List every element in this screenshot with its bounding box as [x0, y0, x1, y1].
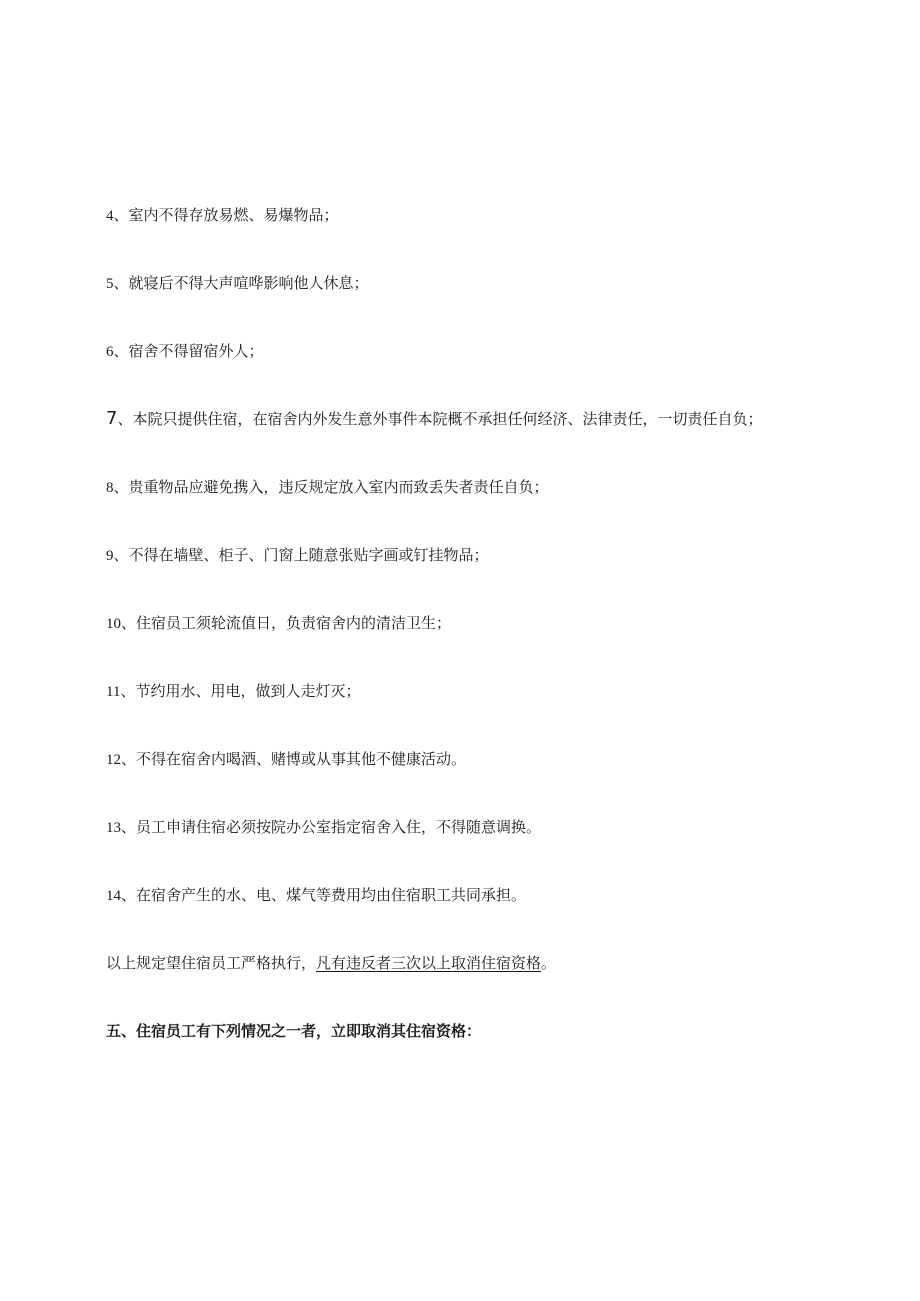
rule-item-14 [106, 881, 886, 949]
rule-item-11 [106, 677, 886, 745]
rule-text: 、宿舍不得留宿外人； [113, 342, 264, 360]
rule-number: 12 [106, 752, 121, 768]
summary-end: 。 [541, 954, 557, 972]
rule-item-5 [106, 269, 886, 337]
rule-item-6 [106, 337, 886, 405]
rule-item-7 [106, 405, 886, 473]
rule-text: 、住宿员工须轮流值日，负责宿舍内的清洁卫生； [121, 614, 452, 632]
rule-text: 、不得在墙壁、柜子、门窗上随意张贴字画或钉挂物品； [113, 546, 489, 564]
rule-text: 、在宿舍产生的水、电、煤气等费用均由住宿职工共同承担。 [121, 886, 527, 904]
rule-number: 10 [106, 616, 121, 632]
rule-text: 、贵重物品应避免携入，违反规定放入室内而致丢失者责任自负； [113, 478, 549, 496]
rule-text: 、员工申请住宿必须按院办公室指定宿舍入住，不得随意调换。 [121, 818, 542, 836]
rules-content [106, 201, 886, 1085]
rule-item-9 [106, 541, 886, 609]
summary-underlined-text: 凡有违反者三次以上取消住宿资格 [316, 954, 542, 972]
rule-item-12 [106, 745, 886, 813]
rule-number: 5 [106, 276, 114, 292]
rule-item-13 [106, 813, 886, 881]
rule-number: 7 [106, 408, 118, 429]
rule-number: 14 [106, 888, 121, 904]
rule-number: 4 [106, 208, 114, 224]
rule-number: 9 [106, 548, 114, 564]
rule-number: 8 [106, 480, 114, 496]
summary-paragraph [106, 949, 886, 1017]
rule-text: 、室内不得存放易燃、易爆物品； [113, 206, 339, 224]
summary-lead: 以上规定望住宿员工严格执行， [106, 954, 317, 972]
section-heading: 五、住宿员工有下列情况之一者，立即取消其住宿资格： [106, 1022, 482, 1040]
rule-text: 、本院只提供住宿，在宿舍内外发生意外事件本院概不承担任何经济、法律责任，一切责任自负； [117, 410, 763, 428]
rule-item-10 [106, 609, 886, 677]
rule-text: 、节约用水、用电，做到人走灯灭； [120, 682, 361, 700]
rule-item-4 [106, 201, 886, 269]
rule-number: 6 [106, 344, 114, 360]
rule-item-8 [106, 473, 886, 541]
rule-text: 、不得在宿舍内喝酒、赌博或从事其他不健康活动。 [121, 750, 467, 768]
rule-text: 、就寝后不得大声喧哗影响他人休息； [113, 274, 369, 292]
rule-number: 13 [106, 820, 121, 836]
rule-number: 11 [106, 684, 121, 700]
